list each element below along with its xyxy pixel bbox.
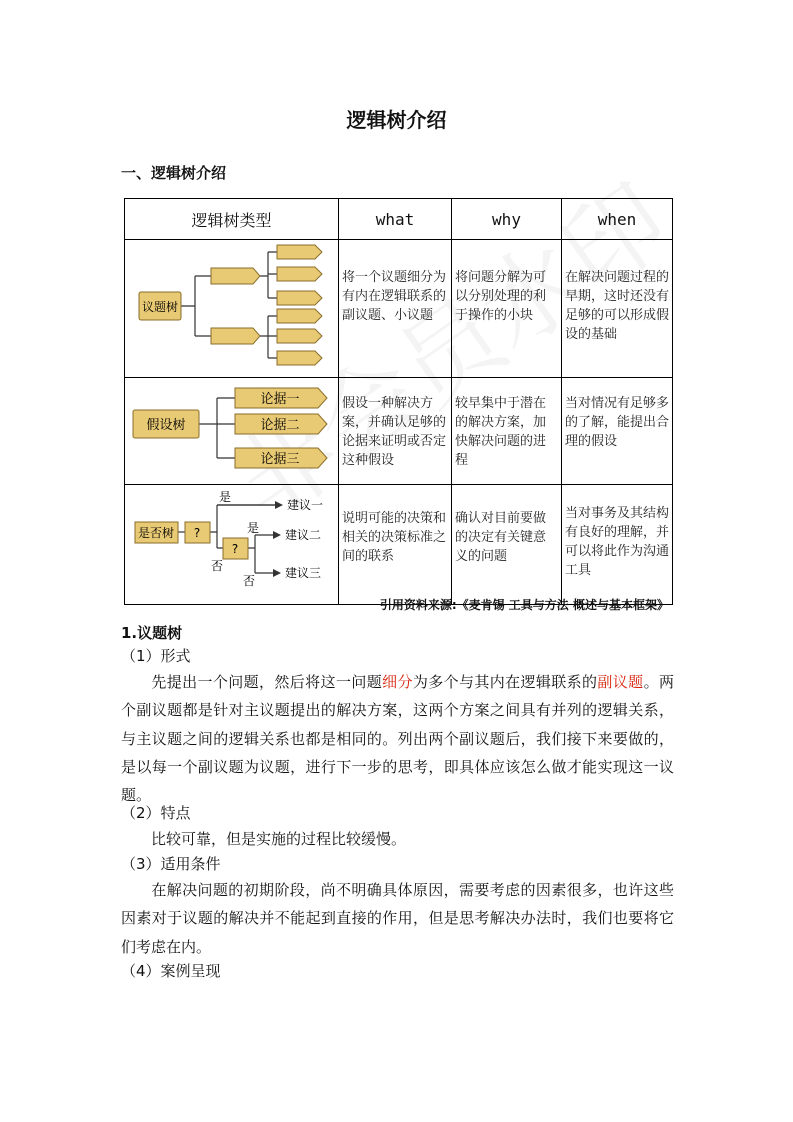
evidence-1: 论据一: [260, 392, 300, 407]
row3-why: 确认对目前要做的决定有关键意义的问题: [452, 485, 562, 605]
source-citation: 引用资料来源:《麦肯锡 工具与方法 概述与基本框架》: [379, 598, 669, 612]
option-3: 建议三: [285, 566, 322, 580]
paragraph-features: [121, 825, 674, 853]
yes-label-2: 是: [247, 521, 260, 535]
p3-text: 在解决问题的初期阶段，尚不明确具体原因，需要考虑的因素很多，也许这些因素对于议题的解决并不能起到直接的作用，但是思考解决办法时，我们也要将它们考虑在内。: [121, 881, 674, 956]
highlight-subtopic: 副议题: [597, 673, 644, 691]
evidence-3: 论据三: [260, 452, 300, 467]
row1-when: 在解决问题过程的早期，这时还没有足够的可以形成假设的基础: [562, 240, 673, 378]
row1-what: 将一个议题细分为有内在逻辑联系的副议题、小议题: [339, 240, 452, 378]
header-when: when: [562, 199, 673, 240]
row2-when: 当对情况有足够多的了解，能提出合理的假设: [562, 378, 673, 485]
header-type: 逻辑树类型: [125, 199, 339, 240]
p2-text: 比较可靠，但是实施的过程比较缓慢。: [151, 830, 407, 848]
section-heading-2: 1.议题树: [121, 624, 183, 642]
header-why: why: [452, 199, 562, 240]
subheading-form: （1）形式: [121, 647, 191, 665]
table-header-row: [125, 199, 673, 240]
page-title: 逻辑树介绍: [346, 108, 447, 132]
row2-why: 较早集中于潜在的解决方案，加快解决问题的进程: [452, 378, 562, 485]
yes-no-tree-diagram: [125, 485, 338, 600]
hypothesis-tree-root: 假设树: [146, 418, 186, 433]
highlight-subdivide: 细分: [382, 673, 413, 691]
evidence-2: 论据二: [260, 418, 300, 433]
table-row: [125, 485, 673, 605]
subheading-features: （2）特点: [121, 804, 191, 822]
hypothesis-tree-diagram: [125, 378, 338, 480]
question-2: ?: [231, 542, 239, 556]
no-label-1: 否: [211, 559, 224, 573]
option-1: 建议一: [287, 498, 324, 512]
no-label-2: 否: [243, 574, 256, 588]
issue-tree-diagram: [125, 240, 338, 373]
diagram-cell: [125, 485, 339, 605]
table-row: [125, 378, 673, 485]
issue-tree-root: 议题树: [141, 300, 179, 314]
subheading-conditions: （3）适用条件: [121, 855, 221, 873]
diagram-cell: [125, 378, 339, 485]
paragraph-conditions: [121, 876, 674, 961]
p1-text-b: 为多个与其内在逻辑联系的: [412, 673, 598, 691]
table-row: [125, 240, 673, 378]
header-what: what: [339, 199, 452, 240]
yes-no-tree-root: 是否树: [137, 526, 175, 540]
yes-label-1: 是: [219, 490, 232, 504]
section-heading-1: 一、逻辑树介绍: [121, 164, 227, 182]
row3-what: 说明可能的决策和相关的决策标准之间的联系: [339, 485, 452, 605]
paragraph-form: [121, 668, 674, 809]
p1-text-c: 。两个副议题都是针对主议题提出的解决方案，这两个方案之间具有并列的逻辑关系，与主议题之间的逻辑关系也都是相同的。列出两个副议题后，我们接下来要做的，是以每一个副议题为议题，进行下一步的思考，即具体应该怎么做才能实现这一议题。: [121, 673, 674, 805]
subheading-case: （4）案例呈现: [121, 962, 221, 980]
row2-what: 假设一种解决方案，并确认足够的论据来证明或否定这种假设: [339, 378, 452, 485]
diagram-cell: [125, 240, 339, 378]
p1-text-a: 先提出一个问题，然后将这一问题: [151, 673, 383, 691]
question-1: ?: [193, 526, 201, 540]
option-2: 建议二: [285, 528, 322, 542]
row3-when: 当对事务及其结构有良好的理解，并可以将此作为沟通工具: [562, 485, 673, 605]
logic-tree-table: [124, 198, 673, 605]
row1-why: 将问题分解为可以分别处理的利于操作的小块: [452, 240, 562, 378]
